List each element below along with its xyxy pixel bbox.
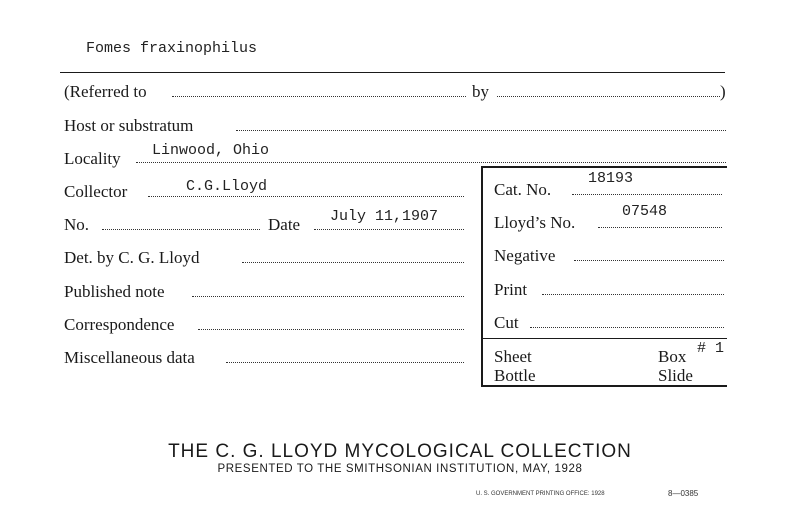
cut-label: Cut: [494, 313, 519, 332]
lloyds-no-field: [598, 227, 722, 228]
misc-data-field: [226, 362, 464, 363]
collector-field: [148, 196, 464, 197]
date-field: [314, 229, 464, 230]
locality-value: Linwood, Ohio: [152, 142, 270, 159]
negative-label: Negative: [494, 246, 556, 265]
cat-no-value: 18193: [588, 170, 634, 187]
misc-data-label: Miscellaneous data: [64, 348, 195, 367]
form-number: 8—0385: [668, 489, 699, 498]
cat-no-label: Cat. No.: [494, 180, 552, 199]
correspondence-label: Correspondence: [64, 315, 175, 334]
box-top-border: [481, 166, 727, 168]
cut-field: [530, 327, 724, 328]
box-number-value: # 1: [697, 340, 725, 357]
locality-field: [136, 162, 726, 163]
print-field: [542, 294, 724, 295]
close-paren: ): [720, 82, 726, 101]
no-field: [102, 229, 260, 230]
negative-field: [574, 260, 724, 261]
published-note-label: Published note: [64, 282, 165, 301]
host-label: Host or substratum: [64, 116, 194, 135]
correspondence-field: [198, 329, 464, 330]
species-name: Fomes fraxinophilus: [86, 40, 258, 57]
no-label: No.: [64, 215, 90, 234]
collector-value: C.G.Lloyd: [186, 178, 268, 195]
box-left-border: [481, 166, 483, 386]
species-underline: [60, 72, 725, 73]
collection-title: THE C. G. LLOYD MYCOLOGICAL COLLECTION: [168, 441, 632, 462]
printing-office-note: U. S. GOVERNMENT PRINTING OFFICE: 1928: [476, 491, 605, 497]
box-label: Box: [658, 347, 687, 366]
collector-label: Collector: [64, 182, 128, 201]
referred-to-field: [172, 96, 466, 97]
det-by-field: [242, 262, 464, 263]
det-by-label: Det. by C. G. Lloyd: [64, 248, 200, 267]
lloyds-no-value: 07548: [622, 203, 668, 220]
host-field: [236, 130, 726, 131]
cat-no-field: [572, 194, 722, 195]
sheet-label: Sheet: [494, 347, 532, 366]
box-divider: [481, 338, 727, 339]
date-label: Date: [268, 215, 301, 234]
referred-by-field: [497, 96, 720, 97]
bottle-label: Bottle: [494, 366, 536, 385]
published-note-field: [192, 296, 464, 297]
locality-label: Locality: [64, 149, 121, 168]
lloyds-no-label: Lloyd’s No.: [494, 213, 576, 232]
slide-label: Slide: [658, 366, 693, 385]
by-label: by: [472, 82, 489, 101]
collection-subtitle: PRESENTED TO THE SMITHSONIAN INSTITUTION, MAY, 1928: [217, 463, 583, 475]
date-value: July 11,1907: [330, 208, 439, 225]
referred-to-label: (Referred to: [64, 82, 147, 101]
print-label: Print: [494, 280, 528, 299]
